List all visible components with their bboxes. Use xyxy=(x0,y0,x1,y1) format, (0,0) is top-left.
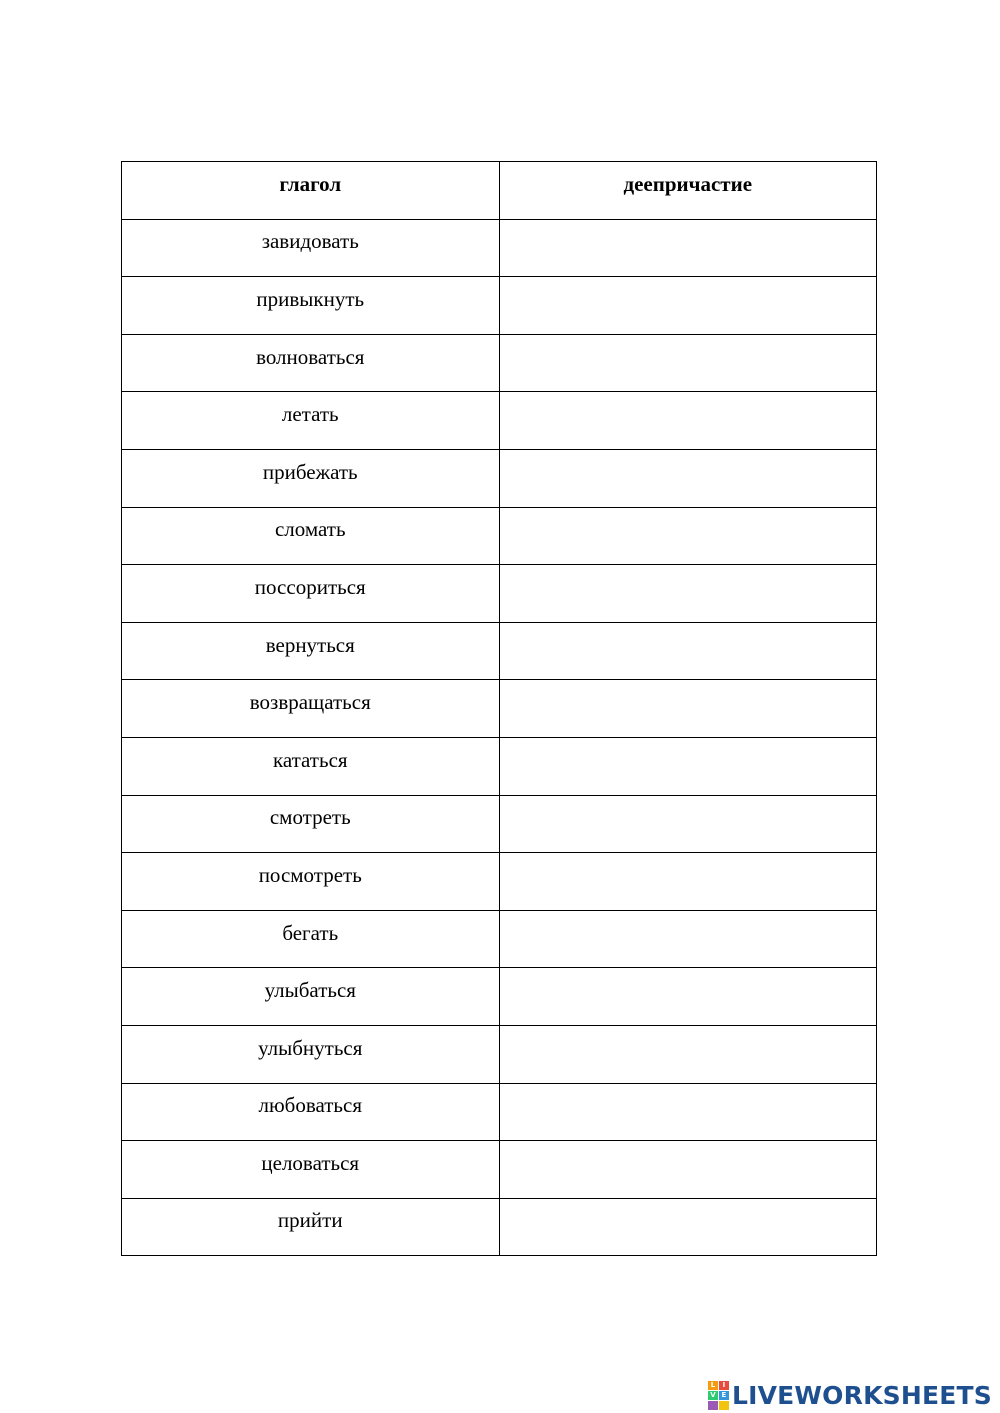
verb-text: прийти xyxy=(277,1208,343,1233)
gerund-answer-input[interactable] xyxy=(500,335,877,392)
gerund-answer-cell[interactable] xyxy=(499,910,877,968)
logo-square: E xyxy=(719,1391,729,1400)
brand-name: LIVEWORKSHEETS xyxy=(731,1380,992,1410)
verb-cell xyxy=(122,334,500,392)
table-row xyxy=(122,1025,877,1083)
gerund-answer-input[interactable] xyxy=(500,220,877,277)
gerund-answer-cell[interactable] xyxy=(499,277,877,335)
table-row xyxy=(122,622,877,680)
verb-text: кататься xyxy=(272,747,348,772)
verb-cell xyxy=(122,680,500,738)
table-row xyxy=(122,680,877,738)
verb-text: завидовать xyxy=(261,229,359,254)
verb-text: улыбнуться xyxy=(258,1035,363,1060)
gerund-answer-input[interactable] xyxy=(500,1084,877,1141)
verb-text: привыкнуть xyxy=(256,286,365,311)
table-body xyxy=(122,219,877,1256)
gerund-answer-cell[interactable] xyxy=(499,219,877,277)
gerund-answer-input[interactable] xyxy=(500,853,877,910)
verb-cell xyxy=(122,1198,500,1256)
verb-text: сломать xyxy=(274,517,346,542)
gerund-answer-input[interactable] xyxy=(500,623,877,680)
gerund-answer-input[interactable] xyxy=(500,911,877,968)
gerund-answer-cell[interactable] xyxy=(499,449,877,507)
verb-cell xyxy=(122,853,500,911)
verb-text: улыбаться xyxy=(264,978,356,1003)
logo-square: L xyxy=(708,1381,718,1390)
table-row xyxy=(122,1141,877,1199)
gerund-answer-cell[interactable] xyxy=(499,795,877,853)
verb-text: прибежать xyxy=(262,459,358,484)
verb-text: бегать xyxy=(282,920,339,945)
verb-cell xyxy=(122,968,500,1026)
gerund-answer-input[interactable] xyxy=(500,1141,877,1198)
gerund-answer-cell[interactable] xyxy=(499,565,877,623)
gerund-answer-input[interactable] xyxy=(500,508,877,565)
gerund-answer-cell[interactable] xyxy=(499,968,877,1026)
verb-cell xyxy=(122,507,500,565)
verb-cell xyxy=(122,277,500,335)
header-gerund: деепричастие xyxy=(499,162,877,220)
verb-text: волноваться xyxy=(256,344,365,369)
table-row xyxy=(122,334,877,392)
verb-text: поссориться xyxy=(254,574,366,599)
verb-cell xyxy=(122,219,500,277)
gerund-answer-cell[interactable] xyxy=(499,507,877,565)
table-row xyxy=(122,853,877,911)
gerund-answer-input[interactable] xyxy=(500,680,877,737)
verb-text: посмотреть xyxy=(258,862,362,887)
gerund-answer-cell[interactable] xyxy=(499,1083,877,1141)
table-row xyxy=(122,737,877,795)
gerund-answer-cell[interactable] xyxy=(499,622,877,680)
verb-text: летать xyxy=(281,402,339,427)
table-row xyxy=(122,507,877,565)
verb-cell xyxy=(122,910,500,968)
verb-text: целоваться xyxy=(261,1150,360,1175)
table-row xyxy=(122,1083,877,1141)
table-row xyxy=(122,219,877,277)
verb-text: любоваться xyxy=(258,1093,362,1118)
gerund-answer-input[interactable] xyxy=(500,450,877,507)
verb-cell xyxy=(122,737,500,795)
verb-cell xyxy=(122,1141,500,1199)
table-row xyxy=(122,449,877,507)
table-row xyxy=(122,392,877,450)
gerund-answer-input[interactable] xyxy=(500,277,877,334)
gerund-answer-cell[interactable] xyxy=(499,1025,877,1083)
table-row xyxy=(122,1198,877,1256)
gerund-answer-cell[interactable] xyxy=(499,853,877,911)
gerund-answer-input[interactable] xyxy=(500,796,877,853)
gerund-answer-input[interactable] xyxy=(500,565,877,622)
verb-cell xyxy=(122,449,500,507)
logo-square: I xyxy=(719,1381,729,1390)
gerund-answer-input[interactable] xyxy=(500,968,877,1025)
logo-square: V xyxy=(708,1391,718,1400)
gerund-answer-input[interactable] xyxy=(500,392,877,449)
table-row xyxy=(122,968,877,1026)
liveworksheets-logo xyxy=(708,1380,992,1410)
gerund-answer-cell[interactable] xyxy=(499,1198,877,1256)
verb-text: смотреть xyxy=(269,805,351,830)
verb-cell xyxy=(122,1083,500,1141)
verb-cell xyxy=(122,392,500,450)
verb-cell xyxy=(122,622,500,680)
liveworksheets-logo-icon xyxy=(708,1381,729,1410)
verb-text: вернуться xyxy=(265,632,355,657)
header-verb: глагол xyxy=(122,162,500,220)
gerund-answer-input[interactable] xyxy=(500,1199,877,1256)
verb-cell xyxy=(122,1025,500,1083)
table-row xyxy=(122,565,877,623)
gerund-answer-cell[interactable] xyxy=(499,1141,877,1199)
verb-text: возвращаться xyxy=(249,690,371,715)
gerund-answer-input[interactable] xyxy=(500,1026,877,1083)
table-row xyxy=(122,910,877,968)
verb-cell xyxy=(122,565,500,623)
logo-square xyxy=(719,1401,729,1410)
gerund-answer-cell[interactable] xyxy=(499,334,877,392)
gerund-answer-cell[interactable] xyxy=(499,680,877,738)
gerund-answer-input[interactable] xyxy=(500,738,877,795)
logo-square xyxy=(708,1401,718,1410)
verb-cell xyxy=(122,795,500,853)
worksheet-table xyxy=(121,161,877,1256)
gerund-answer-cell[interactable] xyxy=(499,737,877,795)
gerund-answer-cell[interactable] xyxy=(499,392,877,450)
table-row xyxy=(122,277,877,335)
table-row xyxy=(122,795,877,853)
header-row xyxy=(122,162,877,220)
